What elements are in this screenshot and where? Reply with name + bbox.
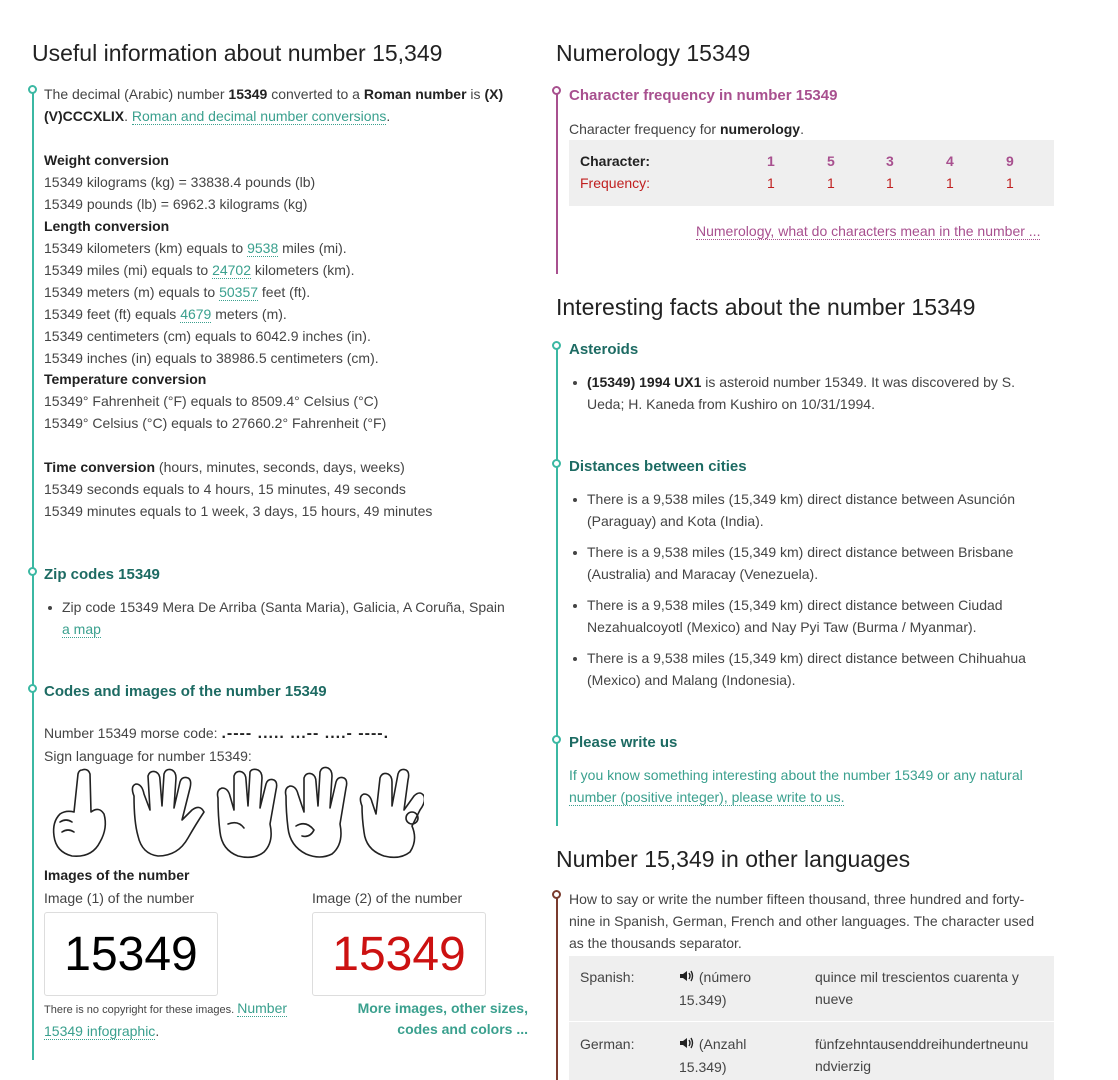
codes-heading: Codes and images of the number 15349 — [44, 683, 327, 700]
distance-item: There is a 9,538 miles (15,349 km) direct distance between Chihuahua — [587, 650, 1026, 666]
frequency-table — [569, 140, 1054, 206]
char-cell: 4 — [946, 153, 954, 169]
meters-link[interactable]: 4679 — [180, 306, 212, 322]
freq-cell: 1 — [827, 175, 835, 191]
time-line: 15349 minutes equals to 1 week, 3 days, 15 hours, 49 minutes — [44, 503, 433, 519]
write-us-heading: Please write us — [569, 734, 678, 751]
hand-4-icon — [286, 768, 347, 858]
miles-link[interactable]: 9538 — [247, 240, 279, 256]
numerology-intro: Character frequency for numerology. — [569, 121, 804, 137]
distance-item: (Paraguay) and Kota (India). — [587, 513, 764, 529]
zip-map-line — [62, 618, 101, 640]
length-line: 15349 inches (in) equals to 38986.5 centimeters (cm). — [44, 350, 379, 366]
numerology-title: Numerology 15349 — [556, 40, 751, 66]
timeline-dot — [552, 890, 561, 899]
distance-item: There is a 9,538 miles (15,349 km) direct distance between Ciudad — [587, 597, 1003, 613]
languages-title: Number 15,349 in other languages — [556, 846, 911, 872]
temperature-line: 15349° Celsius (°C) equals to 27660.2° Fahrenheit (°F) — [44, 415, 387, 431]
bullet — [573, 657, 577, 661]
length-line: 15349 kilometers (km) equals to 9538 miles (mi). — [44, 240, 347, 256]
character-label: Character: — [580, 153, 651, 169]
morse-line: Number 15349 morse code: .---- ..... ...-- ....- ----. — [44, 725, 390, 742]
timeline-line — [556, 348, 558, 826]
freq-cell: 1 — [767, 175, 775, 191]
hand-1-icon — [54, 770, 106, 857]
freq-cell: 1 — [946, 175, 954, 191]
infographic-link[interactable]: Number 15349 infographic — [44, 1000, 288, 1039]
images-heading: Images of the number — [44, 867, 190, 883]
sign-language-hands — [44, 766, 424, 862]
weight-line: 15349 kilograms (kg) = 33838.4 pounds (lb) — [44, 174, 316, 190]
languages-intro: as the thousands separator. — [569, 935, 742, 951]
distances-heading: Distances between cities — [569, 458, 747, 475]
image-2-label: Image (2) of the number — [312, 890, 463, 906]
bullet — [573, 381, 577, 385]
timeline-dot — [28, 85, 37, 94]
lang-name: German: — [580, 1036, 635, 1052]
speaker-icon[interactable] — [679, 967, 695, 989]
distance-item: Nezahualcoyotl (Mexico) and Nay Pyi Taw (Burma / Myanmar). — [587, 619, 977, 635]
char-cell: 9 — [1006, 153, 1014, 169]
lang-number: (Anzahl 15.349) — [679, 1036, 747, 1076]
timeline-dot — [552, 341, 561, 350]
map-link[interactable]: a map — [62, 621, 101, 637]
sign-language-label: Sign language for number 15349: — [44, 748, 252, 764]
distance-item: (Mexico) and Malang (Indonesia). — [587, 672, 796, 688]
hand-5-icon — [132, 770, 204, 857]
bullet — [573, 498, 577, 502]
numerology-link-line — [696, 220, 1040, 242]
time-heading: Time conversion (hours, minutes, seconds, days, weeks) — [44, 459, 405, 475]
write-us-link[interactable]: number (positive integer), please write to us. — [569, 789, 845, 805]
timeline-line — [556, 94, 558, 274]
frequency-label: Frequency: — [580, 175, 651, 191]
number-image-1[interactable] — [44, 912, 218, 996]
facts-title: Interesting facts about the number 15349 — [556, 294, 976, 320]
length-line: 15349 miles (mi) equals to 24702 kilometers (km). — [44, 262, 355, 278]
timeline-dot — [28, 567, 37, 576]
bullet — [573, 604, 577, 608]
length-line: 15349 meters (m) equals to 50357 feet (ft). — [44, 284, 311, 300]
timeline-dot — [28, 684, 37, 693]
temperature-heading: Temperature conversion — [44, 371, 207, 387]
morse-code: .---- ..... ...-- ....- ----. — [221, 725, 390, 742]
bullet — [48, 606, 52, 610]
more-images-link[interactable]: More images, other sizes, codes and colors ... — [357, 1000, 528, 1037]
temperature-line: 15349° Fahrenheit (°F) equals to 8509.4° Celsius (°C) — [44, 393, 379, 409]
speaker-icon[interactable] — [679, 1034, 695, 1056]
zip-heading: Zip codes 15349 — [44, 566, 160, 583]
lang-number: (número 15.349) — [679, 969, 752, 1009]
number-image-2-text: 15349 — [332, 927, 466, 981]
freq-cell: 1 — [1006, 175, 1014, 191]
timeline-line — [556, 898, 558, 1080]
freq-cell: 1 — [886, 175, 894, 191]
timeline-dot — [552, 735, 561, 744]
roman-conversion-link[interactable]: Roman and decimal number conversions — [131, 108, 387, 124]
write-us-line — [569, 764, 1023, 786]
length-line: 15349 centimeters (cm) equals to 6042.9 inches (in). — [44, 328, 371, 344]
lang-name: Spanish: — [580, 969, 635, 985]
number-image-2[interactable] — [312, 912, 486, 996]
languages-intro: How to say or write the number fifteen thousand, three hundred and forty- — [569, 891, 1025, 907]
distance-item: There is a 9,538 miles (15,349 km) direct distance between Asunción — [587, 491, 1016, 507]
weight-line: 15349 pounds (lb) = 6962.3 kilograms (kg) — [44, 196, 308, 212]
zip-item: Zip code 15349 Mera De Arriba (Santa Maria), Galicia, A Coruña, Spain — [62, 599, 505, 615]
asteroid-line: Ueda; H. Kaneda from Kushiro on 10/31/1994. — [587, 396, 875, 412]
roman-line-1: The decimal (Arabic) number 15349 converted to a Roman number is (X) — [44, 86, 504, 102]
char-cell: 3 — [886, 153, 894, 169]
char-cell: 5 — [827, 153, 835, 169]
row-divider — [569, 1021, 1054, 1022]
roman-line-2: (V)CCCXLIX. Roman and decimal number conversions. — [44, 108, 391, 124]
asteroids-heading: Asteroids — [569, 341, 639, 358]
km-link[interactable]: 24702 — [212, 262, 252, 278]
length-line: 15349 feet (ft) equals 4679 meters (m). — [44, 306, 287, 322]
languages-intro: nine in Spanish, German, French and other languages. The character used — [569, 913, 1035, 929]
write-us-line — [569, 786, 844, 808]
lang-words: quince mil trescientos cuarenta y nueve — [815, 969, 1019, 1007]
timeline-dot — [552, 459, 561, 468]
character-frequency-heading: Character frequency in number 15349 — [569, 87, 838, 104]
timeline-dot — [552, 86, 561, 95]
asteroid-line: (15349) 1994 UX1 is asteroid number 15349. It was discovered by S. — [587, 374, 1016, 390]
number-image-1-text: 15349 — [64, 927, 198, 981]
lang-words: fünfzehntausenddreihundertneunu ndvierzig — [815, 1036, 1029, 1074]
bullet — [573, 551, 577, 555]
timeline-line — [32, 92, 34, 1060]
useful-info-title: Useful information about number 15,349 — [32, 40, 443, 66]
distance-item: There is a 9,538 miles (15,349 km) direct distance between Brisbane — [587, 544, 1014, 560]
hand-9-icon — [360, 770, 424, 858]
copyright-note: There is no copyright for these images. Number 15349 infographic. — [44, 1000, 288, 1039]
char-cell: 1 — [767, 153, 775, 169]
image-1-label: Image (1) of the number — [44, 890, 195, 906]
languages-table — [569, 956, 1054, 1080]
distance-item: (Australia) and Maracay (Venezuela). — [587, 566, 819, 582]
numerology-meaning-link[interactable]: Numerology, what do characters mean in the number ... — [696, 223, 1041, 239]
write-us-link[interactable]: If you know something interesting about the number 15349 or any natural — [569, 767, 1023, 783]
feet-link[interactable]: 50357 — [219, 284, 259, 300]
time-line: 15349 seconds equals to 4 hours, 15 minutes, 49 seconds — [44, 481, 406, 497]
weight-heading: Weight conversion — [44, 152, 169, 168]
hand-3-icon — [218, 769, 277, 857]
length-heading: Length conversion — [44, 218, 170, 234]
